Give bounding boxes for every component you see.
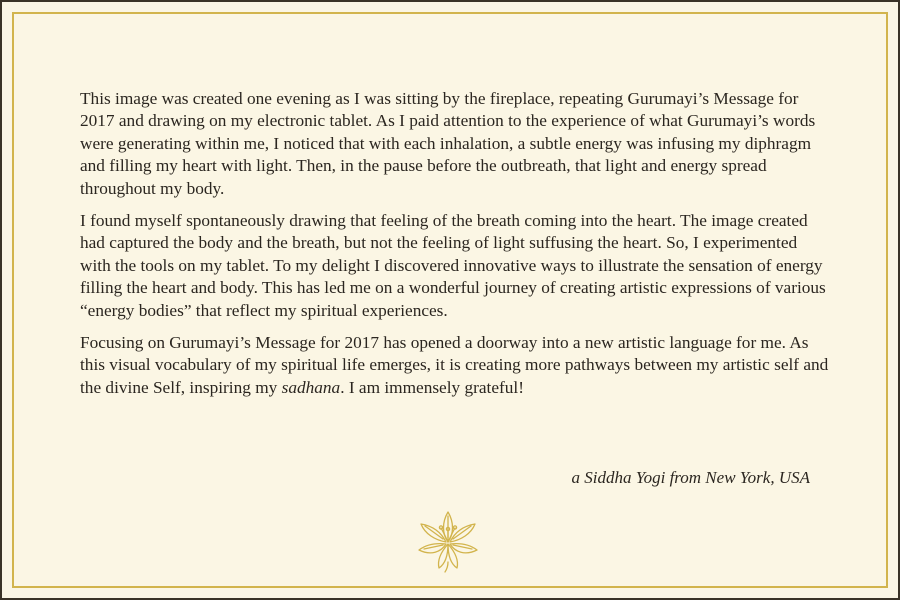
paragraph-3-text-end: . I am immensely grateful!: [340, 377, 524, 397]
signature: a Siddha Yogi from New York, USA: [571, 468, 810, 487]
paragraph-2: I found myself spontaneously drawing that feeling of the breath coming into the heart. The image created had captured the body and the breath, but not the feeling of light suffusing the heart. So, I experimented with the tools on my tablet. To my delight I discovered innovative ways to illustrate the sensation of energy filling the heart and body. This has led me on a wonderful journey of creating artistic expressions of various “energy bodies” that reflect my spiritual experiences.: [80, 211, 826, 320]
paragraph-3-italic-word: sadhana: [281, 377, 341, 397]
letter-body: [80, 88, 832, 409]
paragraph-3: [80, 332, 832, 399]
paragraph-3-text-start: Focusing on Gurumayi’s Message for 2017 has opened a doorway into a new artistic language for me. As this visual vocabulary of my spiritual life emerges, it is creating more pathways between my artistic self and the divine Self, inspiring my: [80, 333, 829, 397]
lily-flower-icon: [415, 504, 481, 574]
paragraph-1: This image was created one evening as I was sitting by the fireplace, repeating Gurumayi’s Message for 2017 and drawing on my electronic tablet. As I paid attention to the experience of what Gurumayi’s words were generating within me, I noticed that with each inhalation, a subtle energy was infusing my diphragm and filling my heart with light. Then, in the pause before the outbreath, that light and energy spread throughout my body.: [80, 89, 816, 198]
